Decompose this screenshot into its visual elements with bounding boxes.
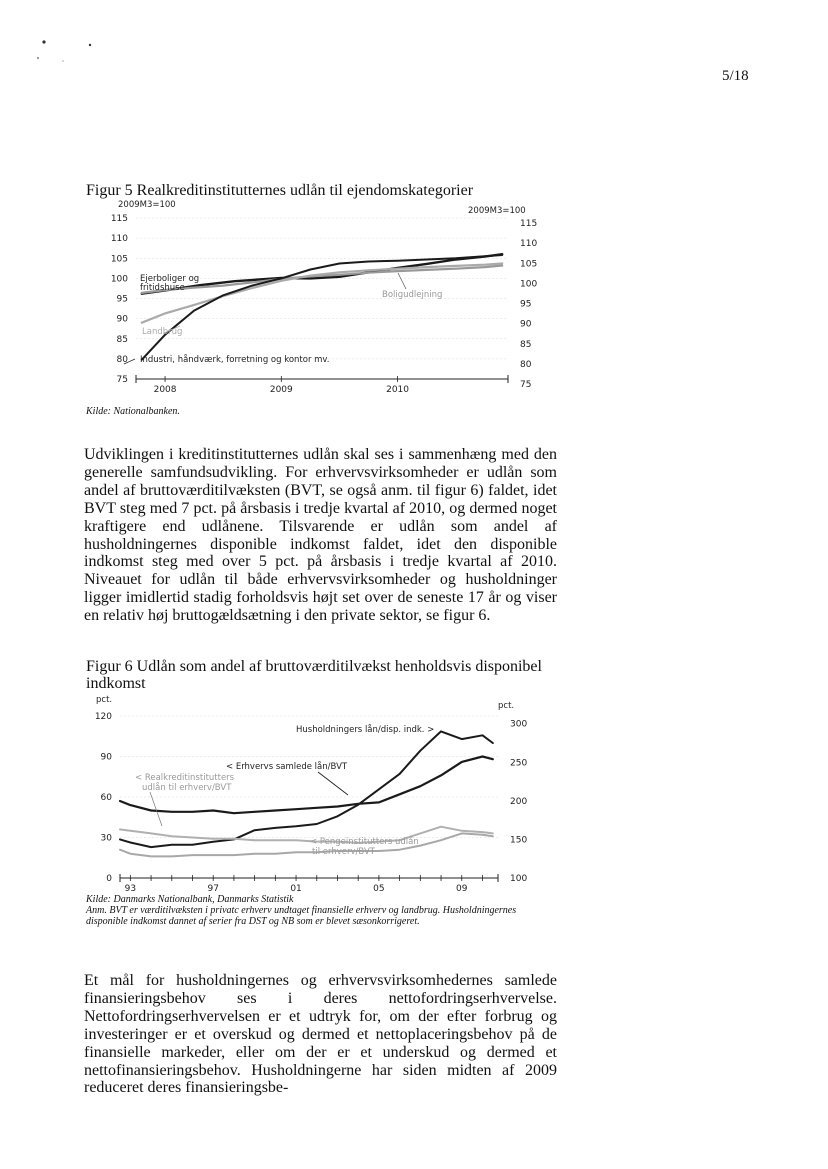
left-ytick-label: 60 [100,793,112,803]
left-ytick-label: 90 [116,314,128,325]
right-ytick-label: 80 [520,359,532,370]
annotation-erhvervs-samlede: < Erhvervs samlede lån/BVT [226,762,348,772]
right-ytick-label: 85 [520,339,532,350]
annotation-pengeinst-2: til erhverv/BVT [312,847,375,857]
figure-6-source-line: Kilde: Danmarks Nationalbank, Danmarks Statistik [86,894,294,905]
figure-5-chart [80,196,560,406]
left-ytick-label: 100 [110,274,128,285]
erhvervs-pointer [318,772,348,795]
right-axis-label: pct. [498,701,515,711]
scan-specks [30,36,110,66]
annotation-realkredit-1: < Realkreditinstitutters [135,773,235,783]
right-ytick-label: 95 [520,299,532,310]
right-ytick-label: 200 [510,796,528,807]
figure-5-title: Figur 5 Realkreditinstitutternes udlån til ejendomskategorier [86,182,474,199]
right-axis-label: 2009M3=100 [468,206,526,216]
annotation-pengeinst-1: < Pengeinstitutters udlån [310,837,419,847]
x-tick-label: 01 [290,884,302,894]
left-ytick-label: 115 [110,214,128,224]
paragraph-1: Udviklingen i kreditinstitutternes udlån skal ses i sammenhæng med den generelle samfundsudvikling. For erhvervsvirksomheder er udlån som andel af bruttoværditilvæksten (BVT, se også anm. til figur 6) faldet, idet BVT steg med 7 pct. på årsbasis i tredje kvartal af 2010, og dermed noget kraftigere end udlånene. Tilsvarende er udlån som andel af husholdningernes disponible indkomst faldet, idet den disponible indkomst steg med over 5 pct. på årsbasis i tredje kvartal af 2010. Niveauet for udlån til både erhvervsvirksomheder og husholdninger ligger imidlertid stadig forholdsvis højt set over de seneste 17 år og viser en relativ høj bruttogældsætning i den private sektor, se figur 6. [84,446,557,625]
annotation-boligudlejning: Boligudlejning [382,290,443,300]
right-ytick-label: 100 [520,279,538,290]
left-ytick-label: 105 [110,254,128,265]
annotation-industri: Industri, håndværk, forretning og kontor mv. [140,355,330,365]
left-ytick-label: 75 [116,375,128,385]
right-ytick-label: 250 [510,758,528,769]
annotation-realkredit-2: udlån til erhverv/BVT [142,783,232,793]
right-ytick-label: 90 [520,319,532,330]
right-ytick-label: 115 [520,219,538,229]
annotation-ejerboliger-2: fritidshuse [140,283,185,293]
figure-6-note: Anm. BVT er værditilvæksten i privatc erhverv undtaget finansielle erhverv og landbrug. Husholdningernes disponible indkomst dannet af serier fra DST og NB som er blevet sæsonkorrigeret. [86,905,517,927]
left-ytick-label: 95 [116,294,128,305]
annotation-landbrug: Landbrug [142,327,183,337]
series-line [142,255,502,360]
left-ytick-label: 80 [116,354,128,365]
figure-5-source: Kilde: Nationalbanken. [86,406,180,417]
right-ytick-label: 100 [510,874,528,884]
left-ytick-label: 110 [110,234,128,245]
paragraph-2: Et mål for husholdningernes og erhvervsvirksomhedernes samlede finansieringsbehov ses i deres nettofordringserhvervelse. Nettofordringserhvervelsen er et udtryk for, om der efter forbrug og investeringer er et overskud og dermed et nettoplaceringsbehov på de finansielle markeder, eller om der er et underskud og dermed et nettofinansieringsbehov. Husholdningerne har siden midten af 2009 reduceret deres finansieringsbe- [84,972,557,1097]
right-ytick-label: 300 [510,719,528,730]
right-ytick-label: 110 [520,239,538,250]
series-line [142,264,502,323]
x-tick-label: 2008 [153,385,177,395]
left-ytick-label: 0 [106,874,112,884]
left-ytick-label: 85 [116,334,128,345]
right-ytick-label: 75 [520,380,532,390]
right-ytick-label: 105 [520,259,538,270]
left-ytick-label: 30 [100,833,112,844]
x-tick-label: 05 [373,884,385,894]
figure-6-chart [80,694,560,896]
annotation-husholdninger: Husholdningers lån/disp. indk. > [296,725,435,735]
figure-6-source [86,894,546,927]
x-tick-label: 09 [456,884,468,894]
left-axis-label: pct. [96,695,113,705]
x-tick-label: 2009 [269,385,293,395]
x-tick-label: 93 [124,884,137,894]
page-number: 5/18 [722,68,749,84]
boligudlejning-pointer [398,273,406,289]
left-axis-label: 2009M3=100 [118,200,176,210]
annotation-ejerboliger-1: Ejerboliger og [140,274,200,284]
left-ytick-label: 90 [100,752,112,763]
figure-6-title: Figur 6 Udlån som andel af bruttoværditilvækst henholdsvis disponibel indkomst [86,658,542,692]
right-ytick-label: 150 [510,835,528,846]
x-tick-label: 2010 [386,385,410,395]
left-ytick-label: 120 [94,712,112,722]
x-tick-label: 97 [207,884,219,894]
